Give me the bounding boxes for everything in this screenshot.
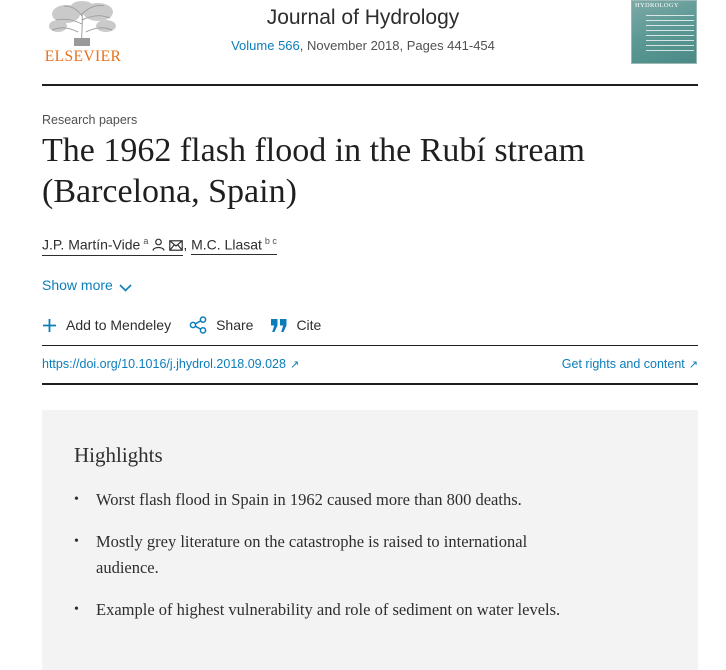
article-toolbar (42, 316, 339, 334)
highlight-item: • Worst flash flood in Spain in 1962 caused more than 800 deaths. (74, 487, 594, 513)
show-more-button[interactable] (42, 277, 132, 293)
elsevier-wordmark: ELSEVIER (44, 48, 122, 65)
doi-divider-bottom (42, 383, 698, 385)
header-divider (42, 84, 698, 86)
share-icon (189, 316, 207, 334)
author-name: J.P. Martín-Vide (42, 236, 141, 253)
author-name: M.C. Llasat (191, 236, 262, 253)
share-button[interactable] (189, 316, 253, 334)
author-link[interactable] (42, 236, 183, 256)
quote-icon (271, 319, 287, 332)
highlights-title: Highlights (74, 443, 163, 467)
highlights-list (74, 487, 594, 639)
person-icon (152, 238, 165, 254)
author-link[interactable] (191, 236, 277, 255)
cite-button[interactable] (271, 317, 321, 333)
journal-title[interactable] (0, 6, 726, 30)
highlights-section (42, 410, 698, 670)
article-type: Research papers (42, 113, 138, 127)
mail-icon (169, 238, 183, 254)
doi-divider-top (42, 345, 698, 346)
plus-icon (42, 318, 57, 333)
journal-cover-thumbnail[interactable] (631, 0, 697, 64)
highlight-item: • Mostly grey literature on the catastrophe is raised to international audience. (74, 529, 594, 581)
issue-details: , November 2018, Pages 441-454 (299, 38, 495, 53)
chevron-down-icon (119, 284, 132, 292)
cover-title: HYDROLOGY (635, 2, 679, 9)
author-affiliation: b c (264, 236, 277, 246)
cite-label: Cite (296, 317, 322, 333)
external-link-icon: ↗ (688, 359, 698, 371)
mendeley-label: Add to Mendeley (66, 317, 172, 333)
author-list (42, 236, 277, 256)
issue-info (0, 38, 726, 53)
author-affiliation: a (143, 236, 149, 246)
author-separator: , (183, 236, 188, 253)
highlight-item: • Example of highest vulnerability and role of sediment on water levels. (74, 597, 594, 623)
show-more-label: Show more (42, 277, 113, 293)
add-to-mendeley-button[interactable] (42, 317, 171, 333)
cover-decoration (646, 15, 694, 55)
external-link-icon: ↗ (289, 359, 300, 371)
rights-text: Get rights and content (561, 357, 685, 371)
volume-link[interactable]: Volume 566 (231, 38, 300, 53)
share-label: Share (216, 317, 254, 333)
doi-text: https://doi.org/10.1016/j.jhydrol.2018.09.028 (42, 357, 286, 371)
rights-link[interactable] (562, 357, 698, 371)
doi-link[interactable] (42, 357, 299, 371)
article-title: The 1962 flash flood in the Rubí stream (Barcelona, Spain) (42, 132, 585, 210)
journal-title-link[interactable]: Journal of Hydrology (266, 6, 460, 29)
